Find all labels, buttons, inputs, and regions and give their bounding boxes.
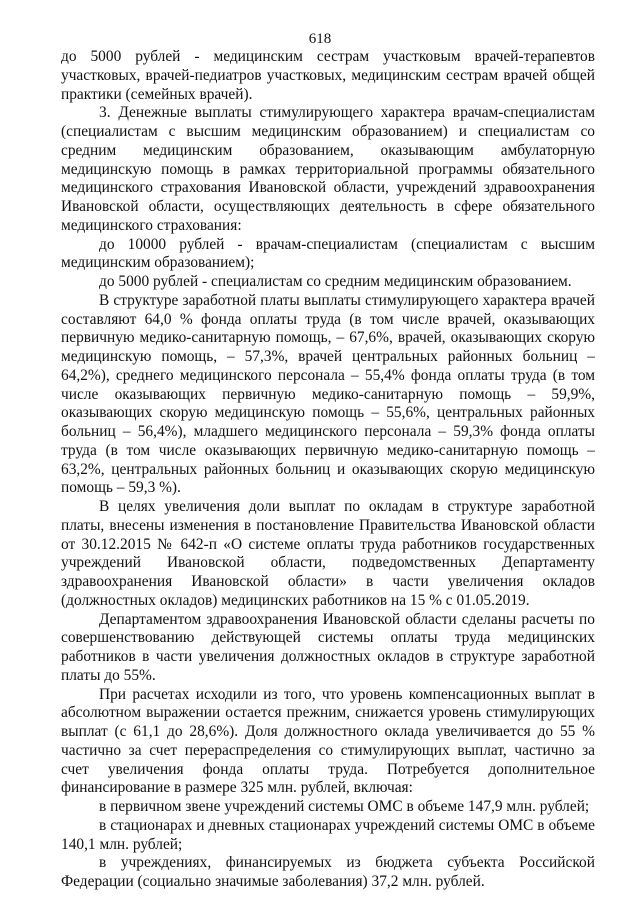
paragraph-3: до 10000 рублей - врачам-специалистам (специалистам с высшим медицинским образованием); [61,235,595,272]
paragraph-8: При расчетах исходили из того, что уровень компенсационных выплат в абсолютном выражении остается прежним, снижается уровень стимулирующих выплат (с 61,1 до 28,6%). Доля должностного оклада увеличивается до 55 % частично за счет перераспределения со стимулирующих выплат, частично за счет увеличения фонда оплаты труда. Потребуется дополнительное финансирование в размере 325 млн. рублей, включая: [61,685,595,797]
paragraph-4: до 5000 рублей - специалистам со средним медицинским образованием. [99,273,572,290]
paragraph-5: В структуре заработной платы выплаты стимулирующего характера врачей составляют 64,0 % фонда оплаты труда (в том числе врачей, оказывающих первичную медико-санитарную помощь, – 67,6%, врачей, оказывающих скорую медицинскую помощь, – 57,3%, врачей центральных районных больниц – 64,2%), среднего медицинского персонала – 55,4% фонда оплаты труда (в том числе оказывающих первичную медико-санитарную помощь – 59,9%, оказывающих скорую медицинскую помощь – 55,6%, центральных районных больниц – 56,4%), младшего медицинского персонала – 59,3% фонда оплаты труда (в том числе оказывающих первичную медико-санитарную помощь – 63,2%, центральных районных больниц и оказывающих скорую медицинскую помощь – 59,3 %). [61,291,595,497]
paragraph-1: до 5000 рублей - медицинским сестрам участковым врачей-терапевтов участковых, врачей-педиатров участковых, медицинским сестрам врачей общей практики (семейных врачей). [61,48,595,103]
paragraph-9: в первичном звене учреждений системы ОМС в объеме 147,9 млн. рублей; [99,798,590,815]
paragraph-2: 3. Денежные выплаты стимулирующего характера врачам-специалистам (специалистам с высшим медицинским образованием) и специалистам со средним медицинским образованием, оказывающим амбулаторную медицинскую помощь в рамках территориальной программы обязательного медицинского страхования Ивановской области, учреждений здравоохранения Ивановской области, осуществляющих деятельность в сфере обязательного медицинского страхования: [61,104,595,234]
paragraph-11: в учреждениях, финансируемых из бюджета субъекта Российской Федерации (социально значимые заболевания) 37,2 млн. рублей. [61,854,595,890]
document-body [61,48,595,892]
page-number: 618 [308,31,332,47]
paragraph-10: в стационарах и дневных стационарах учреждений системы ОМС в объеме 140,1 млн. рублей; [61,816,595,853]
paragraph-7: Департаментом здравоохранения Ивановской области сделаны расчеты по совершенствованию действующей системы оплаты труда медицинских работников в части увеличения должностных окладов в структуре заработной платы до 55%. [61,610,595,684]
paragraph-6: В целях увеличения доли выплат по окладам в структуре заработной платы, внесены изменения в постановление Правительства Ивановской области от 30.12.2015 № 642-п «О системе оплаты труда работников государственных учреждений Ивановской области, подведомственных Департаменту здравоохранения Ивановской области» в части увеличения окладов (должностных окладов) медицинских работников на 15 % с 01.05.2019. [61,498,595,609]
